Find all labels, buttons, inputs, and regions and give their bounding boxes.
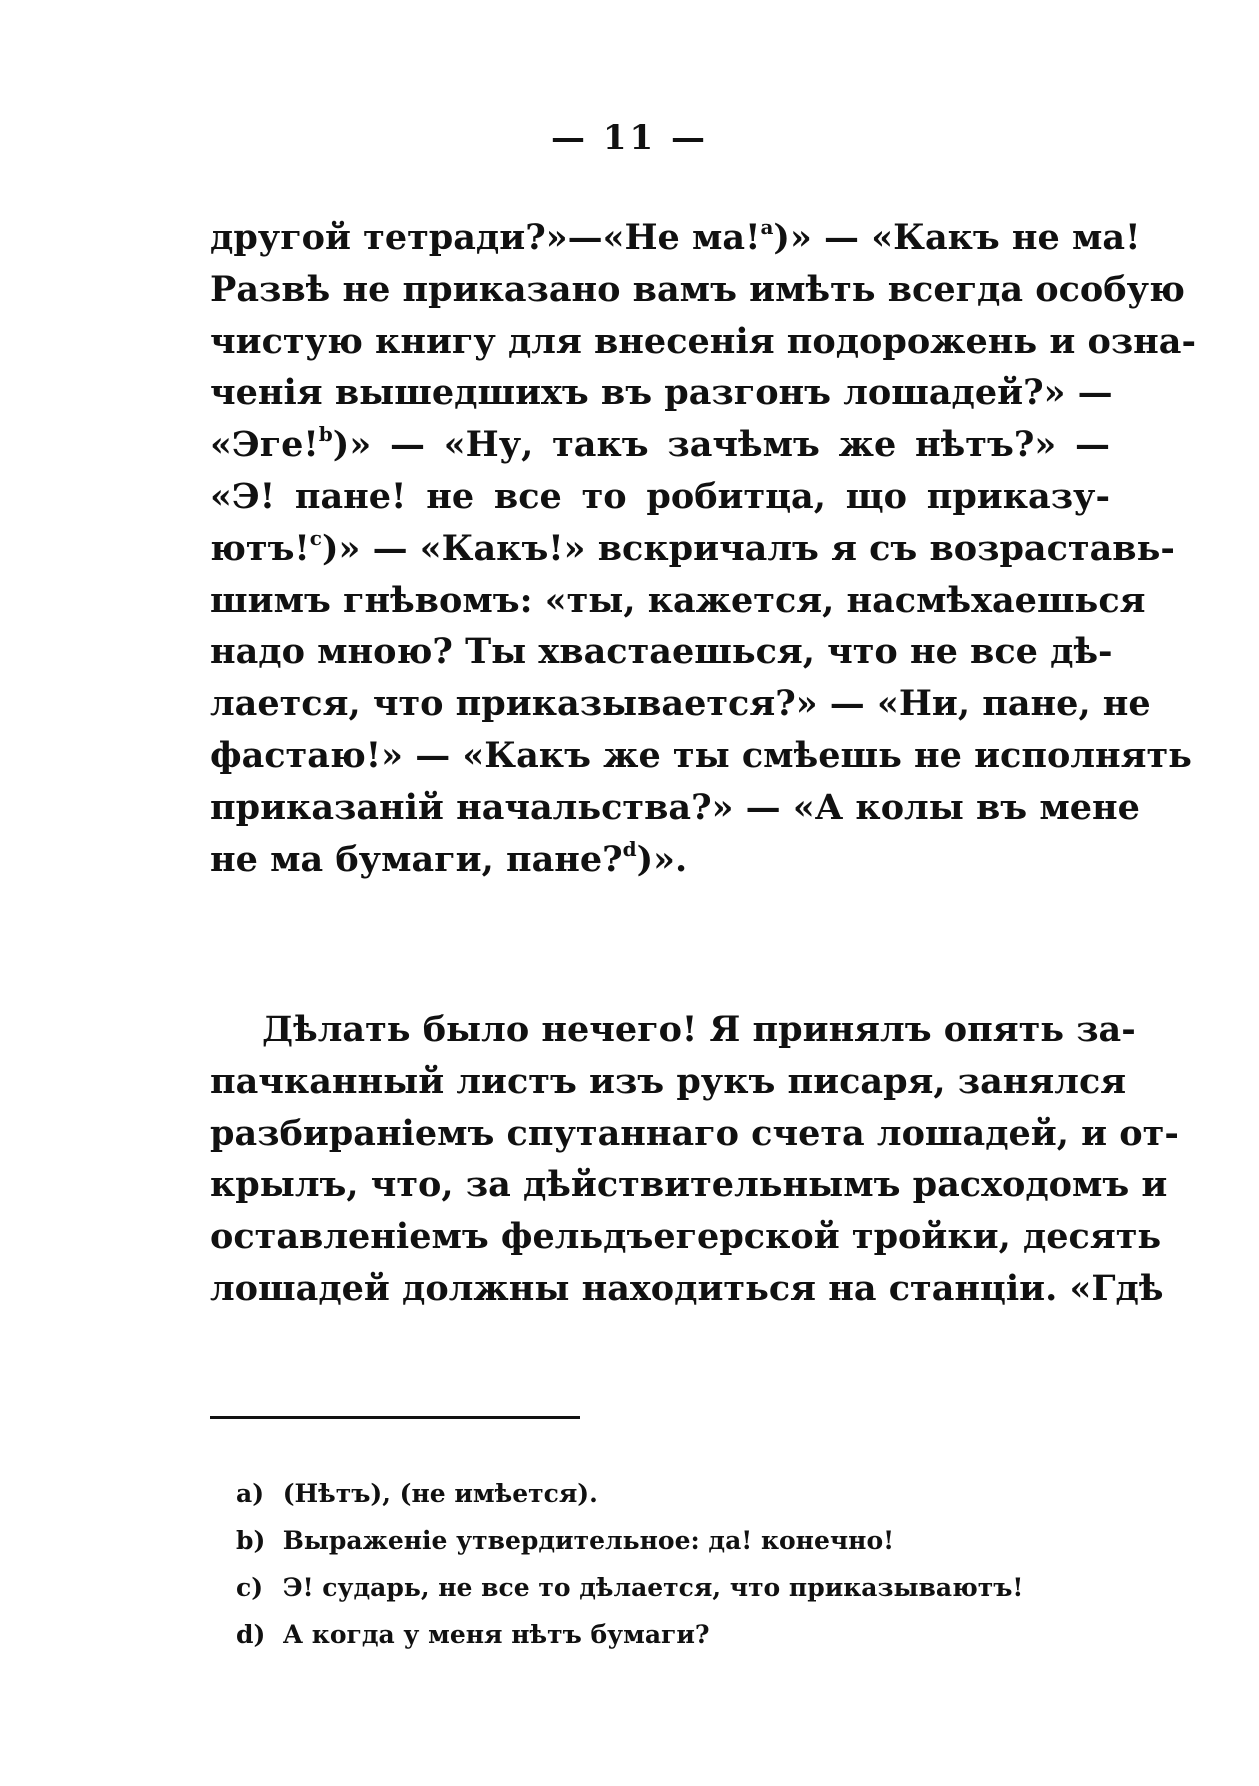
text-line: не ма бумаги, пане?$^d$)». — [210, 836, 688, 880]
footnotes — [236, 1470, 1096, 1658]
text-line: Развѣ не приказано вамъ имѣть всегда особую — [210, 268, 1185, 310]
text-line: лается, что приказывается?» — «Ни, пане, не — [210, 683, 1151, 725]
footnote-text: (Нѣтъ), (не имѣется). — [282, 1479, 598, 1508]
footnote-mark: b) — [236, 1526, 266, 1555]
text-line: чистую книгу для внесенія подорожень и озна- — [210, 320, 1196, 362]
footnote-separator — [210, 1416, 580, 1419]
text-line: разбираніемъ спутаннаго счета лошадей, и от- — [210, 1112, 1179, 1154]
footnote-ref: d — [622, 836, 637, 861]
footnote-ref: b — [318, 422, 333, 447]
footnote-text: Выраженіе утвердительное: да! конечно! — [282, 1526, 895, 1555]
text-line: оставленіемъ фельдъегерской тройки, десять — [210, 1216, 1162, 1258]
footnote-text: Э! сударь, не все то дѣлается, что приказываютъ! — [282, 1573, 1024, 1602]
footnote-text: А когда у меня нѣтъ бумаги? — [282, 1620, 710, 1649]
text-line: ченія вышедшихъ въ разгонъ лошадей?» — — [210, 372, 1113, 414]
page-number: — 11 — — [551, 118, 708, 158]
text-line: другой тетради?»—«Не ма!$^a$)» — «Какъ не ма! — [210, 215, 1141, 258]
text-line: Дѣлать было нечего! Я принялъ опять за- — [262, 1009, 1136, 1050]
text-line: «Эге!$^b$)» — «Ну, такъ зачѣмъ же нѣтъ?» — — [210, 422, 1110, 466]
footnote-c — [236, 1564, 1096, 1611]
footnote-ref: a — [760, 215, 774, 239]
text-line: фастаю!» — «Какъ же ты смѣешь не исполнять — [210, 734, 1192, 776]
paragraph-2 — [210, 1004, 1179, 1315]
text-line: пачканный листъ изъ рукъ писаря, занялся — [210, 1060, 1127, 1102]
footnote-ref: c — [309, 525, 322, 550]
paragraph-1 — [210, 212, 1196, 885]
text-line: «Э! пане! не все то робитца, що приказу- — [210, 475, 1110, 517]
footnote-mark: d) — [236, 1620, 266, 1649]
text-line: крылъ, что, за дѣйствительнымъ расходомъ и — [210, 1164, 1168, 1206]
footnote-d — [236, 1611, 1096, 1658]
footnote-b — [236, 1517, 1096, 1564]
text-line: шимъ гнѣвомъ: «ты, кажется, насмѣхаешься — [210, 579, 1146, 621]
text-line: лошадей должны находиться на станціи. «Гдѣ — [210, 1267, 1164, 1309]
footnote-a — [236, 1470, 1096, 1517]
text-line: надо мною? Ты хвастаешься, что не все дѣ- — [210, 631, 1113, 673]
text-line: ютъ!$^c$)» — «Какъ!» вскричалъ я съ возраставь- — [210, 525, 1175, 569]
text-line: приказаній начальства?» — «А колы въ мене — [210, 786, 1140, 828]
footnote-mark: c) — [236, 1573, 264, 1602]
footnote-mark: a) — [236, 1479, 265, 1508]
